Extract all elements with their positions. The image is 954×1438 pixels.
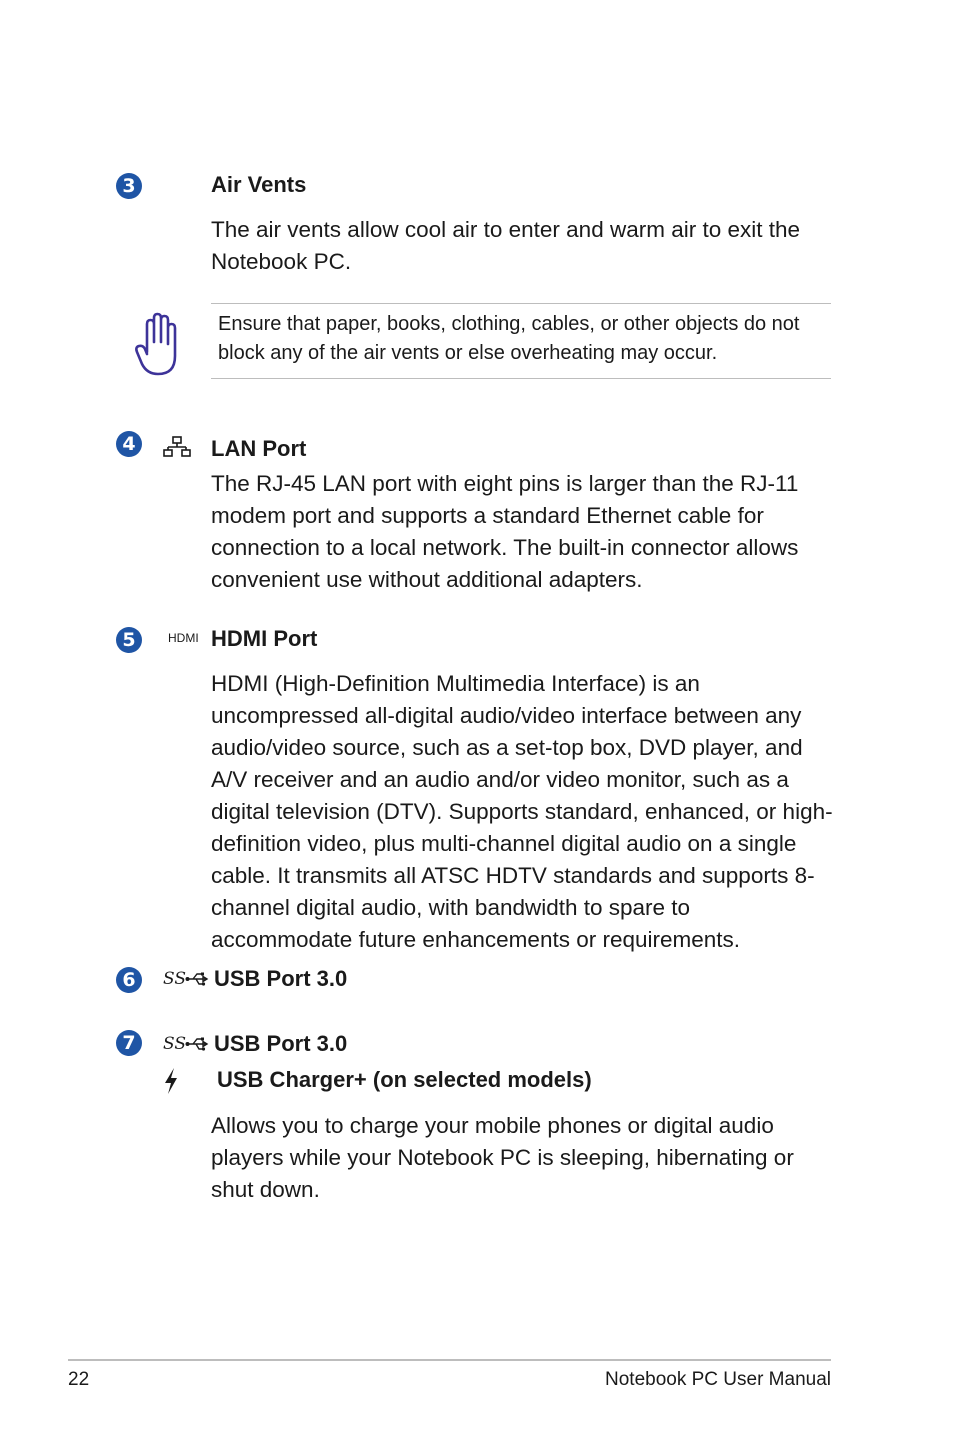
- section-title-usb-port-charger: USB Port 3.0: [214, 1031, 348, 1056]
- usb3-icon: [163, 1033, 211, 1055]
- page-number: 22: [68, 1369, 90, 1390]
- section-subtitle-usb-charger: USB Charger+ (on selected models): [217, 1067, 592, 1092]
- section-title-hdmi-port: HDMI Port: [211, 626, 318, 651]
- section-title-lan-port: LAN Port: [211, 436, 307, 461]
- hdmi-icon: HDMI: [168, 631, 199, 645]
- footer-divider: [68, 1359, 831, 1361]
- note-divider-bottom: [211, 378, 831, 379]
- stop-hand-icon: [134, 312, 182, 378]
- section-body-hdmi-port: HDMI (High-Definition Multimedia Interface) is an uncompressed all-digital audio/video interface between any audio/video source, such as a set-top box, DVD player, and A/V receiver and an audio and/or video monitor, such as a digital television (DTV). Supports standard, enhanced, or high-definition video, plus multi-channel digital audio on a single cable. It transmits all ATSC HDTV standards and supports 8-channel digital audio, with bandwidth to spare to accommodate future enhancements or requirements.: [211, 671, 833, 952]
- section-number-badge: 3: [116, 173, 142, 199]
- section-body-lan-port: The RJ-45 LAN port with eight pins is larger than the RJ-11 modem port and supports a standard Ethernet cable for connection to a local network. The built-in connector allows convenient use without additional adapters.: [211, 471, 799, 592]
- lan-icon: [163, 436, 191, 458]
- warning-note-text: Ensure that paper, books, clothing, cables, or other objects do not block any of the air vents or else overheating may occur.: [218, 313, 800, 364]
- section-number-badge: 5: [116, 627, 142, 653]
- usb3-ss-label: SS: [163, 1034, 186, 1054]
- lightning-bolt-icon: [163, 1067, 179, 1095]
- section-title-air-vents: Air Vents: [211, 172, 307, 197]
- manual-title: Notebook PC User Manual: [605, 1369, 831, 1390]
- section-number-badge: 6: [116, 967, 142, 993]
- section-number-badge: 4: [116, 431, 142, 457]
- usb3-ss-label: SS: [163, 969, 186, 989]
- usb3-icon: [163, 968, 211, 990]
- section-title-usb-port: USB Port 3.0: [214, 966, 348, 991]
- section-body-usb-charger: Allows you to charge your mobile phones or digital audio players while your Notebook PC is sleeping, hibernating or shut down.: [211, 1113, 794, 1202]
- note-divider-top: [211, 303, 831, 304]
- section-number-badge: 7: [116, 1030, 142, 1056]
- section-body-air-vents: The air vents allow cool air to enter and warm air to exit the Notebook PC.: [211, 217, 801, 274]
